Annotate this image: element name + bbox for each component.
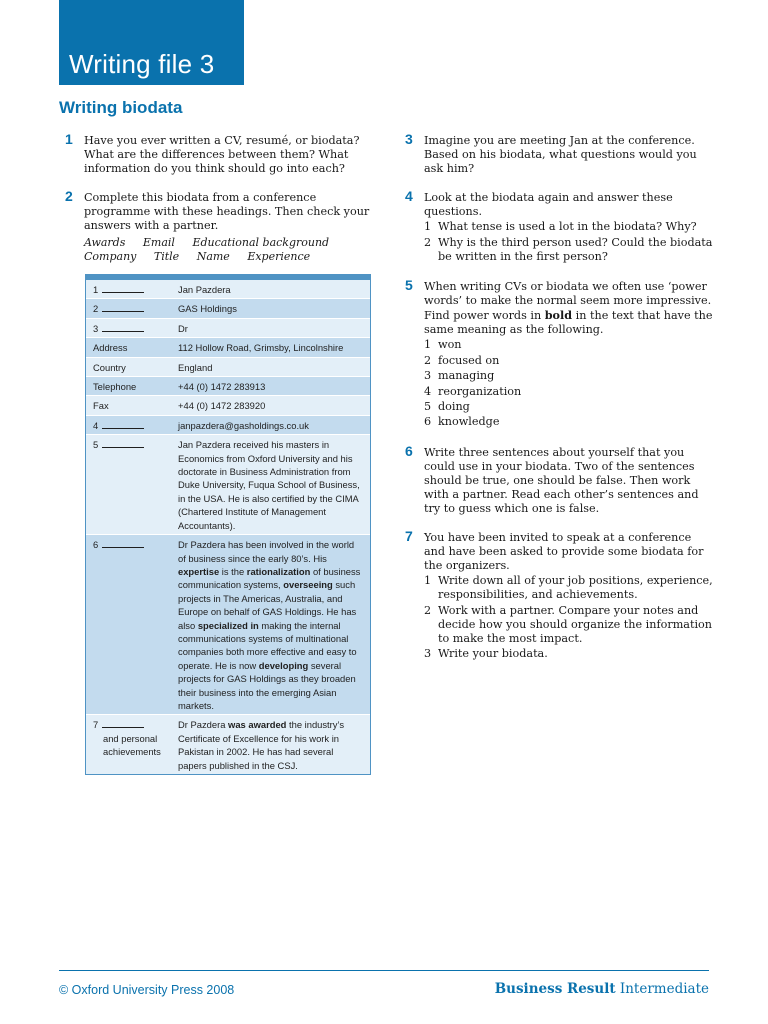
- row-number: 4: [93, 419, 99, 431]
- answer-blank: [102, 419, 144, 429]
- question-text: Imagine you are meeting Jan at the conference. Based on his biodata, what questions would you ask him?: [424, 134, 697, 175]
- level-name: Intermediate: [619, 981, 709, 997]
- series-name: Business Result: [494, 981, 616, 997]
- question-3: [405, 131, 714, 176]
- heading-word: Experience: [247, 250, 311, 263]
- word-list: [424, 338, 714, 429]
- biodata-row: [86, 396, 370, 415]
- power-word: was awarded: [228, 719, 287, 731]
- heading-word: Title: [153, 250, 180, 263]
- heading-word: Company: [84, 250, 137, 263]
- list-item: 1 Write down all of your job positions, experience, responsibilities, and achievements.: [424, 574, 713, 602]
- answer-blank: [102, 718, 144, 728]
- section-subtitle: Writing biodata: [59, 98, 183, 117]
- list-item: 1 What tense is used a lot in the biodata? Why?: [424, 220, 697, 234]
- power-word: developing: [258, 659, 309, 671]
- question-number: 7: [405, 528, 413, 544]
- list-item: 3 Write your biodata.: [424, 647, 548, 661]
- answer-blank: [102, 302, 144, 312]
- question-7: [405, 528, 714, 663]
- sub-question-list: [424, 574, 714, 661]
- question-text: Write three sentences about yourself that you could use in your biodata. Two of the sentences should be true, one should be false. Then work with a partner. Read each other’s sentences and try to guess which one is false.: [424, 446, 699, 515]
- footer-divider: [59, 970, 709, 971]
- row-value: Jan Pazdera received his masters in Economics from Oxford University and his doctorate in Business Administration from Duke University, Fuqua School of Business, in the USA. He is also certified by the CIMA (Chartered Institute of Management Accountants).: [178, 439, 360, 531]
- biodata-row: [86, 416, 370, 435]
- copyright-notice: © Oxford University Press 2008: [59, 983, 235, 997]
- row-value: +44 (0) 1472 283913: [178, 381, 266, 393]
- question-text: When writing CVs or biodata we often use ‘power words’ to make the normal seem more impressive. Find power words in bold in the text that have the same meaning as the following.: [424, 280, 713, 336]
- row-value: England: [178, 361, 213, 373]
- row-number: 2: [93, 303, 99, 315]
- power-word: specialized in: [197, 619, 259, 631]
- question-4: [405, 188, 714, 265]
- heading-word: Educational background: [192, 236, 330, 249]
- row-value: Dr: [178, 322, 188, 334]
- answer-blank: [102, 322, 144, 332]
- question-number: 2: [65, 188, 73, 204]
- book-title: [495, 981, 709, 997]
- sub-question-list: [424, 220, 714, 263]
- row-value: 112 Hollow Road, Grimsby, Lincolnshire: [178, 342, 344, 354]
- page-title: Writing file 3: [69, 49, 215, 79]
- row-value: Jan Pazdera: [178, 284, 231, 295]
- biodata-row: [86, 358, 370, 377]
- question-number: 5: [405, 277, 413, 293]
- row-label: Telephone: [93, 381, 137, 393]
- row-number: 6: [93, 539, 99, 551]
- heading-word: Awards: [84, 236, 126, 249]
- biodata-row: [86, 535, 370, 715]
- biodata-row: [86, 377, 370, 396]
- row-label: Address: [93, 342, 128, 354]
- row-value: janpazdera@gasholdings.co.uk: [178, 419, 309, 431]
- title-banner: [59, 0, 244, 85]
- question-text: Look at the biodata again and answer these questions.: [424, 191, 673, 218]
- question-number: 1: [65, 131, 73, 147]
- row-label: Country: [93, 361, 126, 373]
- list-item: 2 focused on: [424, 353, 500, 367]
- row-value: Dr Pazdera has been involved in the world of business since the early 80’s. His expertise is the rationalization of business communication systems, overseeing such projects in The Americas, Australia, and Europe on behalf of GAS Holdings. He has also specialized in making the internal communications systems of multinational companies both more effective and easy to operate. He is now developing several projects for GAS Holdings as they broaden their business into the emerging Asian markets.: [178, 539, 361, 711]
- row-label-extra: and personal achievements: [103, 732, 161, 758]
- question-number: 3: [405, 131, 413, 147]
- question-2: [65, 188, 374, 264]
- power-word: overseeing: [283, 579, 333, 591]
- list-item: 1 won: [424, 338, 462, 352]
- list-item: 2 Work with a partner. Compare your notes and decide how you should organize the information to make the most impact.: [424, 603, 712, 645]
- biodata-row: [86, 280, 370, 299]
- biodata-table: [85, 274, 371, 775]
- row-value: Dr Pazdera was awarded the industry’s Certificate of Excellence for his work in Pakistan in 2002. He has had several papers published in the CSJ.: [178, 719, 345, 771]
- biodata-row: [86, 299, 370, 318]
- answer-blank: [102, 283, 144, 293]
- list-item: 4 reorganization: [424, 384, 522, 398]
- question-text: You have been invited to speak at a conference and have been asked to provide some biodata for the organizers.: [424, 531, 704, 572]
- question-text: Complete this biodata from a conference programme with these headings. Then check your answers with a partner.: [84, 191, 370, 232]
- answer-blank: [102, 538, 144, 548]
- question-number: 6: [405, 443, 413, 459]
- row-value: +44 (0) 1472 283920: [178, 400, 266, 412]
- list-item: 6 knowledge: [424, 415, 500, 429]
- row-number: 1: [93, 284, 99, 295]
- biodata-row: [86, 435, 370, 535]
- row-number: 3: [93, 322, 99, 334]
- biodata-row: [86, 715, 370, 774]
- list-item: 2 Why is the third person used? Could the biodata be written in the first person?: [424, 235, 713, 263]
- question-6: [405, 443, 714, 516]
- list-item: 3 managing: [424, 369, 495, 383]
- power-word: rationalization: [246, 565, 311, 577]
- question-text: Have you ever written a CV, resumé, or biodata? What are the differences between them? What information do you think should go into each?: [84, 134, 360, 175]
- row-number: 5: [93, 439, 99, 451]
- row-value: GAS Holdings: [178, 303, 237, 315]
- list-item: 5 doing: [424, 399, 470, 413]
- biodata-row: [86, 338, 370, 357]
- heading-word: Email: [142, 236, 175, 249]
- question-number: 4: [405, 188, 413, 204]
- question-5: [405, 277, 714, 431]
- question-1: [65, 131, 374, 176]
- biodata-row: [86, 319, 370, 338]
- row-number: 7: [93, 719, 99, 731]
- answer-blank: [102, 438, 144, 448]
- heading-word: Name: [196, 250, 230, 263]
- power-word: expertise: [178, 565, 220, 577]
- row-label: Fax: [93, 400, 109, 412]
- headings-list: [84, 236, 374, 264]
